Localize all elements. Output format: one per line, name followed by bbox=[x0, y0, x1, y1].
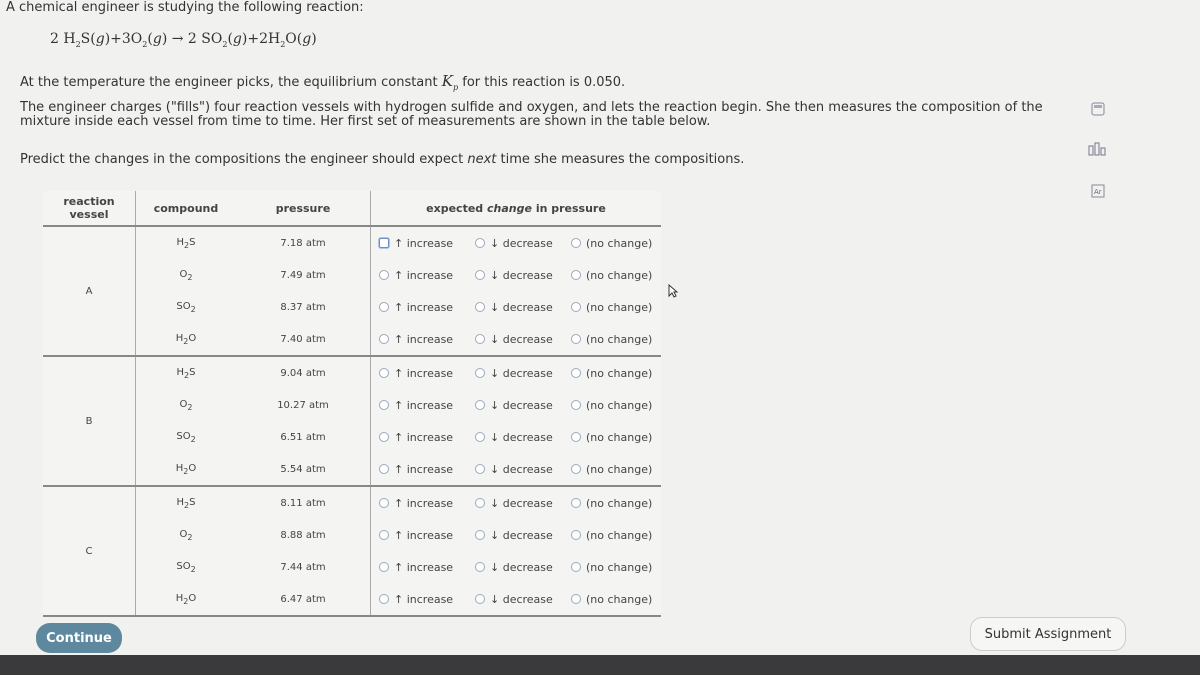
expected-change-cell bbox=[371, 583, 662, 616]
radio-no-change[interactable] bbox=[571, 399, 652, 412]
radio-group bbox=[371, 269, 661, 282]
compound-cell: $H_2O$ bbox=[136, 583, 237, 616]
radio-label: ↑ increase bbox=[394, 300, 454, 314]
expected-change-cell bbox=[371, 323, 662, 356]
expected-change-cell bbox=[371, 421, 662, 453]
radio-increase[interactable] bbox=[379, 529, 475, 542]
vessel-label: B bbox=[43, 356, 136, 486]
radio-label: ↑ increase bbox=[394, 268, 454, 282]
compound-cell: $O_2$ bbox=[179, 528, 193, 542]
expected-change-cell bbox=[371, 291, 662, 323]
compound-cell: $O_2$ bbox=[179, 268, 193, 282]
expected-change-cell bbox=[371, 519, 662, 551]
radio-label: ↑ increase bbox=[394, 398, 454, 412]
radio-button[interactable] bbox=[571, 498, 581, 508]
radio-no-change[interactable] bbox=[571, 333, 652, 346]
radio-increase[interactable] bbox=[379, 333, 475, 346]
radio-label: (no change) bbox=[586, 268, 653, 282]
radio-label: (no change) bbox=[586, 300, 653, 314]
expected-change-cell bbox=[371, 551, 662, 583]
pressure-cell: 8.11 atm bbox=[236, 486, 371, 519]
radio-increase[interactable] bbox=[379, 301, 475, 314]
radio-label: ↑ increase bbox=[394, 560, 454, 574]
vessel-label: C bbox=[43, 486, 136, 616]
pressure-cell: 9.04 atm bbox=[236, 356, 371, 389]
expected-change-cell bbox=[371, 389, 662, 421]
table-row bbox=[43, 486, 661, 519]
table-row bbox=[43, 291, 661, 323]
radio-button[interactable] bbox=[571, 334, 581, 344]
compound-cell: $SO_2$ bbox=[176, 430, 196, 444]
radio-decrease[interactable] bbox=[475, 237, 571, 250]
pressure-cell: 7.44 atm bbox=[236, 551, 371, 583]
radio-no-change[interactable] bbox=[571, 269, 652, 282]
table-row bbox=[43, 519, 661, 551]
pressure-table bbox=[43, 191, 661, 617]
radio-label: ↑ increase bbox=[394, 592, 454, 606]
radio-button[interactable] bbox=[475, 530, 485, 540]
radio-group bbox=[371, 301, 661, 314]
radio-label: (no change) bbox=[586, 528, 653, 542]
radio-decrease[interactable] bbox=[475, 561, 571, 574]
radio-increase[interactable] bbox=[379, 463, 475, 476]
radio-increase[interactable] bbox=[379, 367, 475, 380]
radio-button[interactable] bbox=[379, 498, 389, 508]
expected-change-cell bbox=[371, 356, 662, 389]
radio-label: (no change) bbox=[586, 332, 653, 346]
radio-label: ↑ increase bbox=[394, 528, 454, 542]
radio-no-change[interactable] bbox=[571, 431, 652, 444]
radio-button[interactable] bbox=[379, 464, 389, 474]
table-row bbox=[43, 551, 661, 583]
compound-cell: $H_2S$ bbox=[176, 236, 196, 250]
radio-button[interactable] bbox=[571, 302, 581, 312]
table-row bbox=[43, 226, 661, 259]
problem-paragraph: The engineer charges ("fills") four reaction vessels with hydrogen sulfide and oxygen, and lets the reaction begin. She then measures the composition of the mixture inside each vessel from time to time. Her first set of measurements are shown in the table below. bbox=[20, 100, 1043, 129]
vessel-label: A bbox=[43, 226, 136, 356]
radio-button[interactable] bbox=[379, 562, 389, 572]
radio-increase[interactable] bbox=[379, 269, 475, 282]
radio-label: (no change) bbox=[586, 366, 653, 380]
radio-group bbox=[371, 333, 661, 346]
radio-button[interactable] bbox=[571, 368, 581, 378]
radio-no-change[interactable] bbox=[571, 593, 652, 606]
radio-button[interactable] bbox=[475, 238, 485, 248]
header-vessel: reaction vessel bbox=[43, 191, 136, 226]
compound-cell: $O_2$ bbox=[179, 398, 193, 412]
predict-instruction: Predict the changes in the compositions the engineer should expect next time she measures the compositions. bbox=[20, 152, 745, 167]
compound-cell: $H_2O$ bbox=[136, 323, 237, 356]
radio-decrease[interactable] bbox=[475, 269, 571, 282]
radio-increase[interactable] bbox=[379, 237, 475, 250]
radio-button[interactable] bbox=[379, 334, 389, 344]
radio-label: ↓ decrease bbox=[490, 236, 553, 250]
radio-label: ↓ decrease bbox=[490, 398, 553, 412]
expected-change-cell bbox=[371, 226, 662, 259]
radio-decrease[interactable] bbox=[475, 497, 571, 510]
radio-decrease[interactable] bbox=[475, 367, 571, 380]
radio-group bbox=[371, 463, 661, 476]
radio-button[interactable] bbox=[475, 432, 485, 442]
radio-no-change[interactable] bbox=[571, 301, 652, 314]
radio-button[interactable] bbox=[571, 432, 581, 442]
radio-label: (no change) bbox=[586, 430, 653, 444]
compound-cell: $SO_2$ bbox=[176, 300, 196, 314]
expected-change-cell bbox=[371, 453, 662, 486]
radio-no-change[interactable] bbox=[571, 529, 652, 542]
radio-button[interactable] bbox=[475, 400, 485, 410]
expected-change-cell bbox=[371, 486, 662, 519]
pressure-cell: 7.18 atm bbox=[236, 226, 371, 259]
radio-button[interactable] bbox=[571, 464, 581, 474]
pressure-cell: 7.49 atm bbox=[236, 259, 371, 291]
radio-button[interactable] bbox=[475, 498, 485, 508]
radio-button[interactable] bbox=[475, 270, 485, 280]
radio-group bbox=[371, 237, 661, 250]
radio-increase[interactable] bbox=[379, 561, 475, 574]
radio-label: (no change) bbox=[586, 398, 653, 412]
radio-label: ↓ decrease bbox=[490, 430, 553, 444]
radio-button[interactable] bbox=[475, 334, 485, 344]
periodic-table-icon[interactable] bbox=[1090, 184, 1106, 198]
radio-label: (no change) bbox=[586, 236, 653, 250]
radio-no-change[interactable] bbox=[571, 237, 652, 250]
radio-label: ↑ increase bbox=[394, 332, 454, 346]
radio-group bbox=[371, 497, 661, 510]
radio-decrease[interactable] bbox=[475, 333, 571, 346]
radio-label: ↓ decrease bbox=[490, 496, 553, 510]
intro-text: A chemical engineer is studying the following reaction: bbox=[6, 0, 364, 15]
radio-button[interactable] bbox=[475, 562, 485, 572]
radio-no-change[interactable] bbox=[571, 561, 652, 574]
pressure-cell: 8.37 atm bbox=[236, 291, 371, 323]
submit-assignment-button[interactable]: Submit Assignment bbox=[970, 617, 1126, 651]
radio-decrease[interactable] bbox=[475, 529, 571, 542]
pressure-cell: 7.40 atm bbox=[236, 323, 371, 356]
radio-button[interactable] bbox=[475, 368, 485, 378]
radio-button[interactable] bbox=[379, 432, 389, 442]
compound-cell: $SO_2$ bbox=[176, 560, 196, 574]
radio-button[interactable] bbox=[571, 400, 581, 410]
pressure-cell: 8.88 atm bbox=[236, 519, 371, 551]
radio-button[interactable] bbox=[379, 270, 389, 280]
radio-label: ↓ decrease bbox=[490, 268, 553, 282]
radio-increase[interactable] bbox=[379, 593, 475, 606]
radio-label: ↑ increase bbox=[394, 430, 454, 444]
radio-button[interactable] bbox=[571, 270, 581, 280]
calculator-icon[interactable] bbox=[1090, 102, 1106, 116]
header-pressure: pressure bbox=[236, 191, 371, 226]
svg-text:Ar: Ar bbox=[1094, 188, 1102, 196]
radio-label: ↑ increase bbox=[394, 496, 454, 510]
reaction-equation: 2 $H_2S(g)+3O_2(g) \to 2$ $SO_2(g)+2H_2O(g)$ bbox=[50, 31, 317, 49]
radio-button[interactable] bbox=[379, 238, 389, 248]
radio-group bbox=[371, 561, 661, 574]
table-row bbox=[43, 421, 661, 453]
header-expected-change: expected change in pressure bbox=[371, 191, 662, 226]
header-compound: compound bbox=[136, 191, 237, 226]
table-row bbox=[43, 259, 661, 291]
radio-button[interactable] bbox=[571, 594, 581, 604]
table-row bbox=[43, 583, 661, 616]
radio-button[interactable] bbox=[475, 594, 485, 604]
radio-group bbox=[371, 367, 661, 380]
radio-button[interactable] bbox=[571, 530, 581, 540]
radio-label: ↓ decrease bbox=[490, 462, 553, 476]
radio-label: ↑ increase bbox=[394, 236, 454, 250]
radio-label: ↓ decrease bbox=[490, 592, 553, 606]
pressure-cell: 6.51 atm bbox=[236, 421, 371, 453]
radio-decrease[interactable] bbox=[475, 431, 571, 444]
radio-group bbox=[371, 529, 661, 542]
radio-label: ↓ decrease bbox=[490, 560, 553, 574]
radio-no-change[interactable] bbox=[571, 367, 652, 380]
radio-label: ↑ increase bbox=[394, 366, 454, 380]
radio-decrease[interactable] bbox=[475, 301, 571, 314]
radio-button[interactable] bbox=[379, 530, 389, 540]
radio-label: ↓ decrease bbox=[490, 332, 553, 346]
table-row bbox=[43, 356, 661, 389]
radio-decrease[interactable] bbox=[475, 463, 571, 476]
table-row bbox=[43, 389, 661, 421]
chart-icon[interactable] bbox=[1088, 142, 1108, 156]
radio-decrease[interactable] bbox=[475, 593, 571, 606]
table-row bbox=[43, 453, 661, 486]
radio-no-change[interactable] bbox=[571, 463, 652, 476]
radio-button[interactable] bbox=[571, 238, 581, 248]
radio-button[interactable] bbox=[379, 594, 389, 604]
radio-label: ↓ decrease bbox=[490, 528, 553, 542]
radio-group bbox=[371, 431, 661, 444]
pressure-cell: 10.27 atm bbox=[236, 389, 371, 421]
radio-increase[interactable] bbox=[379, 431, 475, 444]
radio-label: (no change) bbox=[586, 560, 653, 574]
compound-cell: $H_2S$ bbox=[176, 366, 196, 380]
compound-cell: $H_2S$ bbox=[176, 496, 196, 510]
bottom-bar bbox=[0, 655, 1200, 675]
table-row bbox=[43, 323, 661, 356]
radio-button[interactable] bbox=[379, 400, 389, 410]
radio-button[interactable] bbox=[379, 302, 389, 312]
radio-button[interactable] bbox=[475, 302, 485, 312]
radio-label: (no change) bbox=[586, 496, 653, 510]
radio-label: ↓ decrease bbox=[490, 300, 553, 314]
radio-decrease[interactable] bbox=[475, 399, 571, 412]
radio-button[interactable] bbox=[571, 562, 581, 572]
radio-label: (no change) bbox=[586, 592, 653, 606]
radio-group bbox=[371, 593, 661, 606]
mouse-cursor-icon bbox=[668, 284, 678, 301]
equilibrium-constant-text: At the temperature the engineer picks, the equilibrium constant $K_p$ for this reaction is 0.050. bbox=[20, 72, 626, 92]
continue-button[interactable]: Continue bbox=[36, 623, 122, 653]
radio-button[interactable] bbox=[475, 464, 485, 474]
radio-no-change[interactable] bbox=[571, 497, 652, 510]
radio-increase[interactable] bbox=[379, 399, 475, 412]
compound-cell: $H_2O$ bbox=[136, 453, 237, 486]
radio-label: (no change) bbox=[586, 462, 653, 476]
radio-label: ↑ increase bbox=[394, 462, 454, 476]
radio-increase[interactable] bbox=[379, 497, 475, 510]
radio-label: ↓ decrease bbox=[490, 366, 553, 380]
radio-group bbox=[371, 399, 661, 412]
pressure-cell: 5.54 atm bbox=[236, 453, 371, 486]
radio-button[interactable] bbox=[379, 368, 389, 378]
pressure-cell: 6.47 atm bbox=[236, 583, 371, 616]
expected-change-cell bbox=[371, 259, 662, 291]
